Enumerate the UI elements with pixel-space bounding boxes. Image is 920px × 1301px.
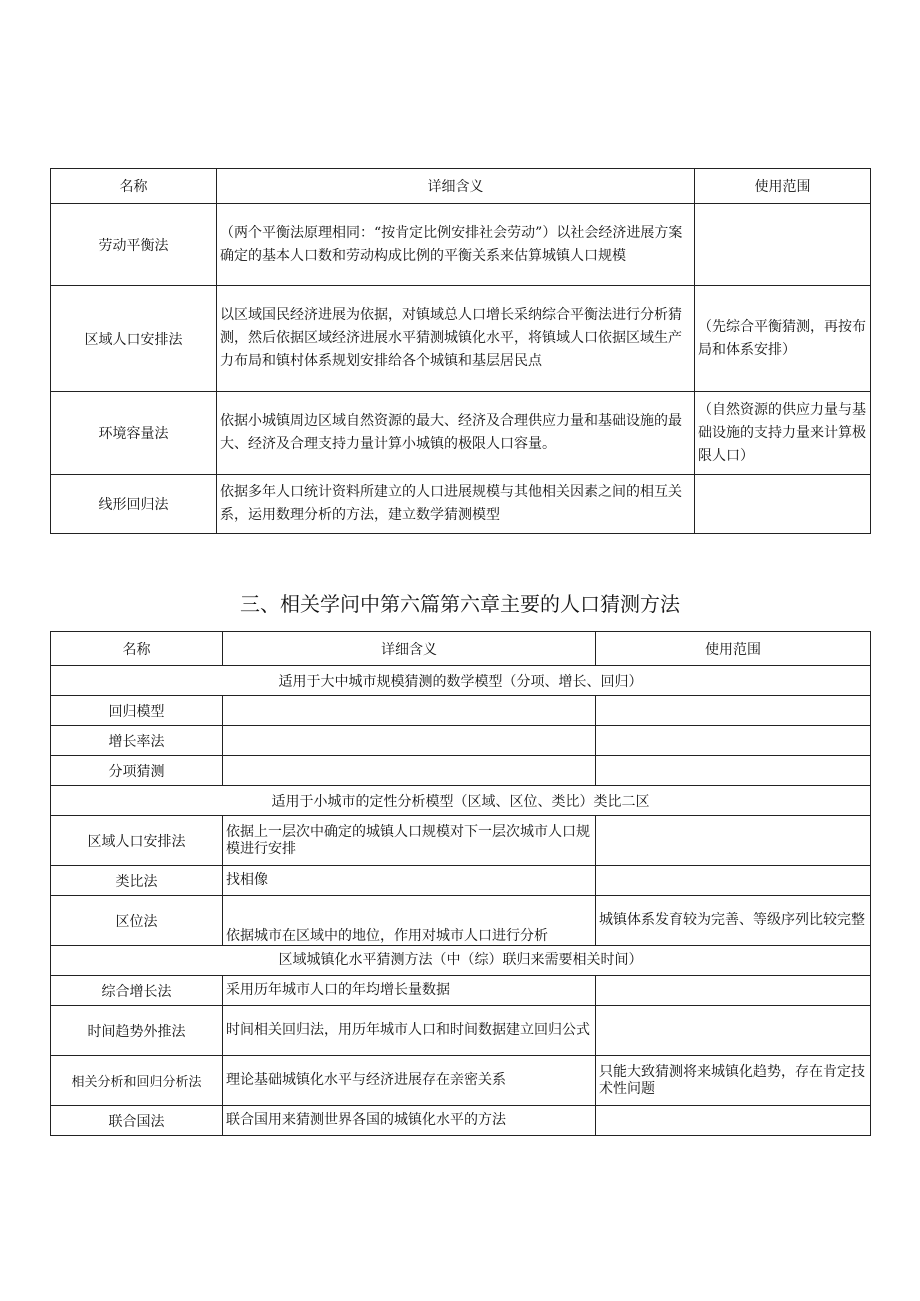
table-row (51, 696, 871, 726)
header-detail: 详细含义 (223, 632, 596, 666)
method-detail: 依据城市在区域中的地位，作用对城市人口进行分析 (223, 896, 596, 946)
method-name: 增长率法 (51, 726, 223, 756)
table-row (51, 976, 871, 1006)
method-name: 联合国法 (51, 1106, 223, 1136)
group-row (51, 666, 871, 696)
method-name: 区域人口安排法 (51, 816, 223, 866)
header-name: 名称 (51, 169, 217, 204)
methods-table-2 (50, 631, 871, 1136)
method-detail (223, 726, 596, 756)
table-row (51, 475, 871, 534)
method-detail (223, 756, 596, 786)
table-row (51, 726, 871, 756)
method-detail: 以区域国民经济进展为依据，对镇域总人口增长采纳综合平衡法进行分析猜测，然后依据区域经济进展水平猜测城镇化水平，将镇域人口依据区域生产力布局和镇村体系规划安排给各个城镇和基层居民点 (217, 286, 695, 392)
method-scope (695, 204, 871, 286)
method-detail: 采用历年城市人口的年均增长量数据 (223, 976, 596, 1006)
method-name: 分项猜测 (51, 756, 223, 786)
method-scope (596, 696, 871, 726)
method-detail: 依据多年人口统计资料所建立的人口进展规模与其他相关因素之间的相互关系，运用数理分析的方法，建立数学猜测模型 (217, 475, 695, 534)
table-row (51, 816, 871, 866)
method-name: 相关分析和回归分析法 (51, 1056, 223, 1106)
method-detail: 依据小城镇周边区域自然资源的最大、经济及合理供应力量和基础设施的最大、经济及合理支持力量计算小城镇的极限人口容量。 (217, 392, 695, 475)
table-row (51, 204, 871, 286)
table-header-row (51, 169, 871, 204)
method-scope: 城镇体系发育较为完善、等级序列比较完整 (596, 896, 871, 946)
section-heading: 三、相关学问中第六篇第六章主要的人口猜测方法 (240, 592, 680, 616)
method-scope (596, 816, 871, 866)
method-scope (596, 1106, 871, 1136)
method-detail: （两个平衡法原理相同：“按肯定比例安排社会劳动”）以社会经济进展方案确定的基本人口数和劳动构成比例的平衡关系来估算城镇人口规模 (217, 204, 695, 286)
table-row (51, 1006, 871, 1056)
method-detail: 时间相关回归法，用历年城市人口和时间数据建立回归公式 (223, 1006, 596, 1056)
method-name: 环境容量法 (51, 392, 217, 475)
method-scope (596, 976, 871, 1006)
method-name: 综合增长法 (51, 976, 223, 1006)
table-header-row (51, 632, 871, 666)
table-row (51, 392, 871, 475)
method-detail (223, 696, 596, 726)
header-scope: 使用范围 (596, 632, 871, 666)
group-title: 适用于大中城市规模猜测的数学模型（分项、增长、回归） (51, 666, 871, 696)
header-scope: 使用范围 (695, 169, 871, 204)
method-scope (596, 1006, 871, 1056)
table-row (51, 866, 871, 896)
methods-table-1 (50, 168, 871, 534)
header-detail: 详细含义 (217, 169, 695, 204)
method-detail: 理论基础城镇化水平与经济进展存在亲密关系 (223, 1056, 596, 1106)
header-name: 名称 (51, 632, 223, 666)
method-name: 回归模型 (51, 696, 223, 726)
method-scope: （自然资源的供应力量与基础设施的支持力量来计算极限人口） (695, 392, 871, 475)
method-name: 线形回归法 (51, 475, 217, 534)
method-name: 区域人口安排法 (51, 286, 217, 392)
method-name: 区位法 (51, 896, 223, 946)
method-detail: 找相像 (223, 866, 596, 896)
group-title: 适用于小城市的定性分析模型（区域、区位、类比）类比二区 (51, 786, 871, 816)
method-scope (596, 866, 871, 896)
method-scope (596, 756, 871, 786)
method-name: 时间趋势外推法 (51, 1006, 223, 1056)
table-row (51, 286, 871, 392)
table-row (51, 1056, 871, 1106)
method-detail: 依据上一层次中确定的城镇人口规模对下一层次城市人口规模进行安排 (223, 816, 596, 866)
group-row (51, 946, 871, 976)
method-scope (596, 726, 871, 756)
table-row (51, 1106, 871, 1136)
group-title: 区域城镇化水平猜测方法（中（综）联归来需要相关时间） (51, 946, 871, 976)
method-scope: （先综合平衡猜测，再按布局和体系安排） (695, 286, 871, 392)
method-detail: 联合国用来猜测世界各国的城镇化水平的方法 (223, 1106, 596, 1136)
method-name: 劳动平衡法 (51, 204, 217, 286)
group-row (51, 786, 871, 816)
method-name: 类比法 (51, 866, 223, 896)
table-row (51, 756, 871, 786)
method-scope: 只能大致猜测将来城镇化趋势，存在肯定技术性问题 (596, 1056, 871, 1106)
table-row (51, 896, 871, 946)
method-scope (695, 475, 871, 534)
